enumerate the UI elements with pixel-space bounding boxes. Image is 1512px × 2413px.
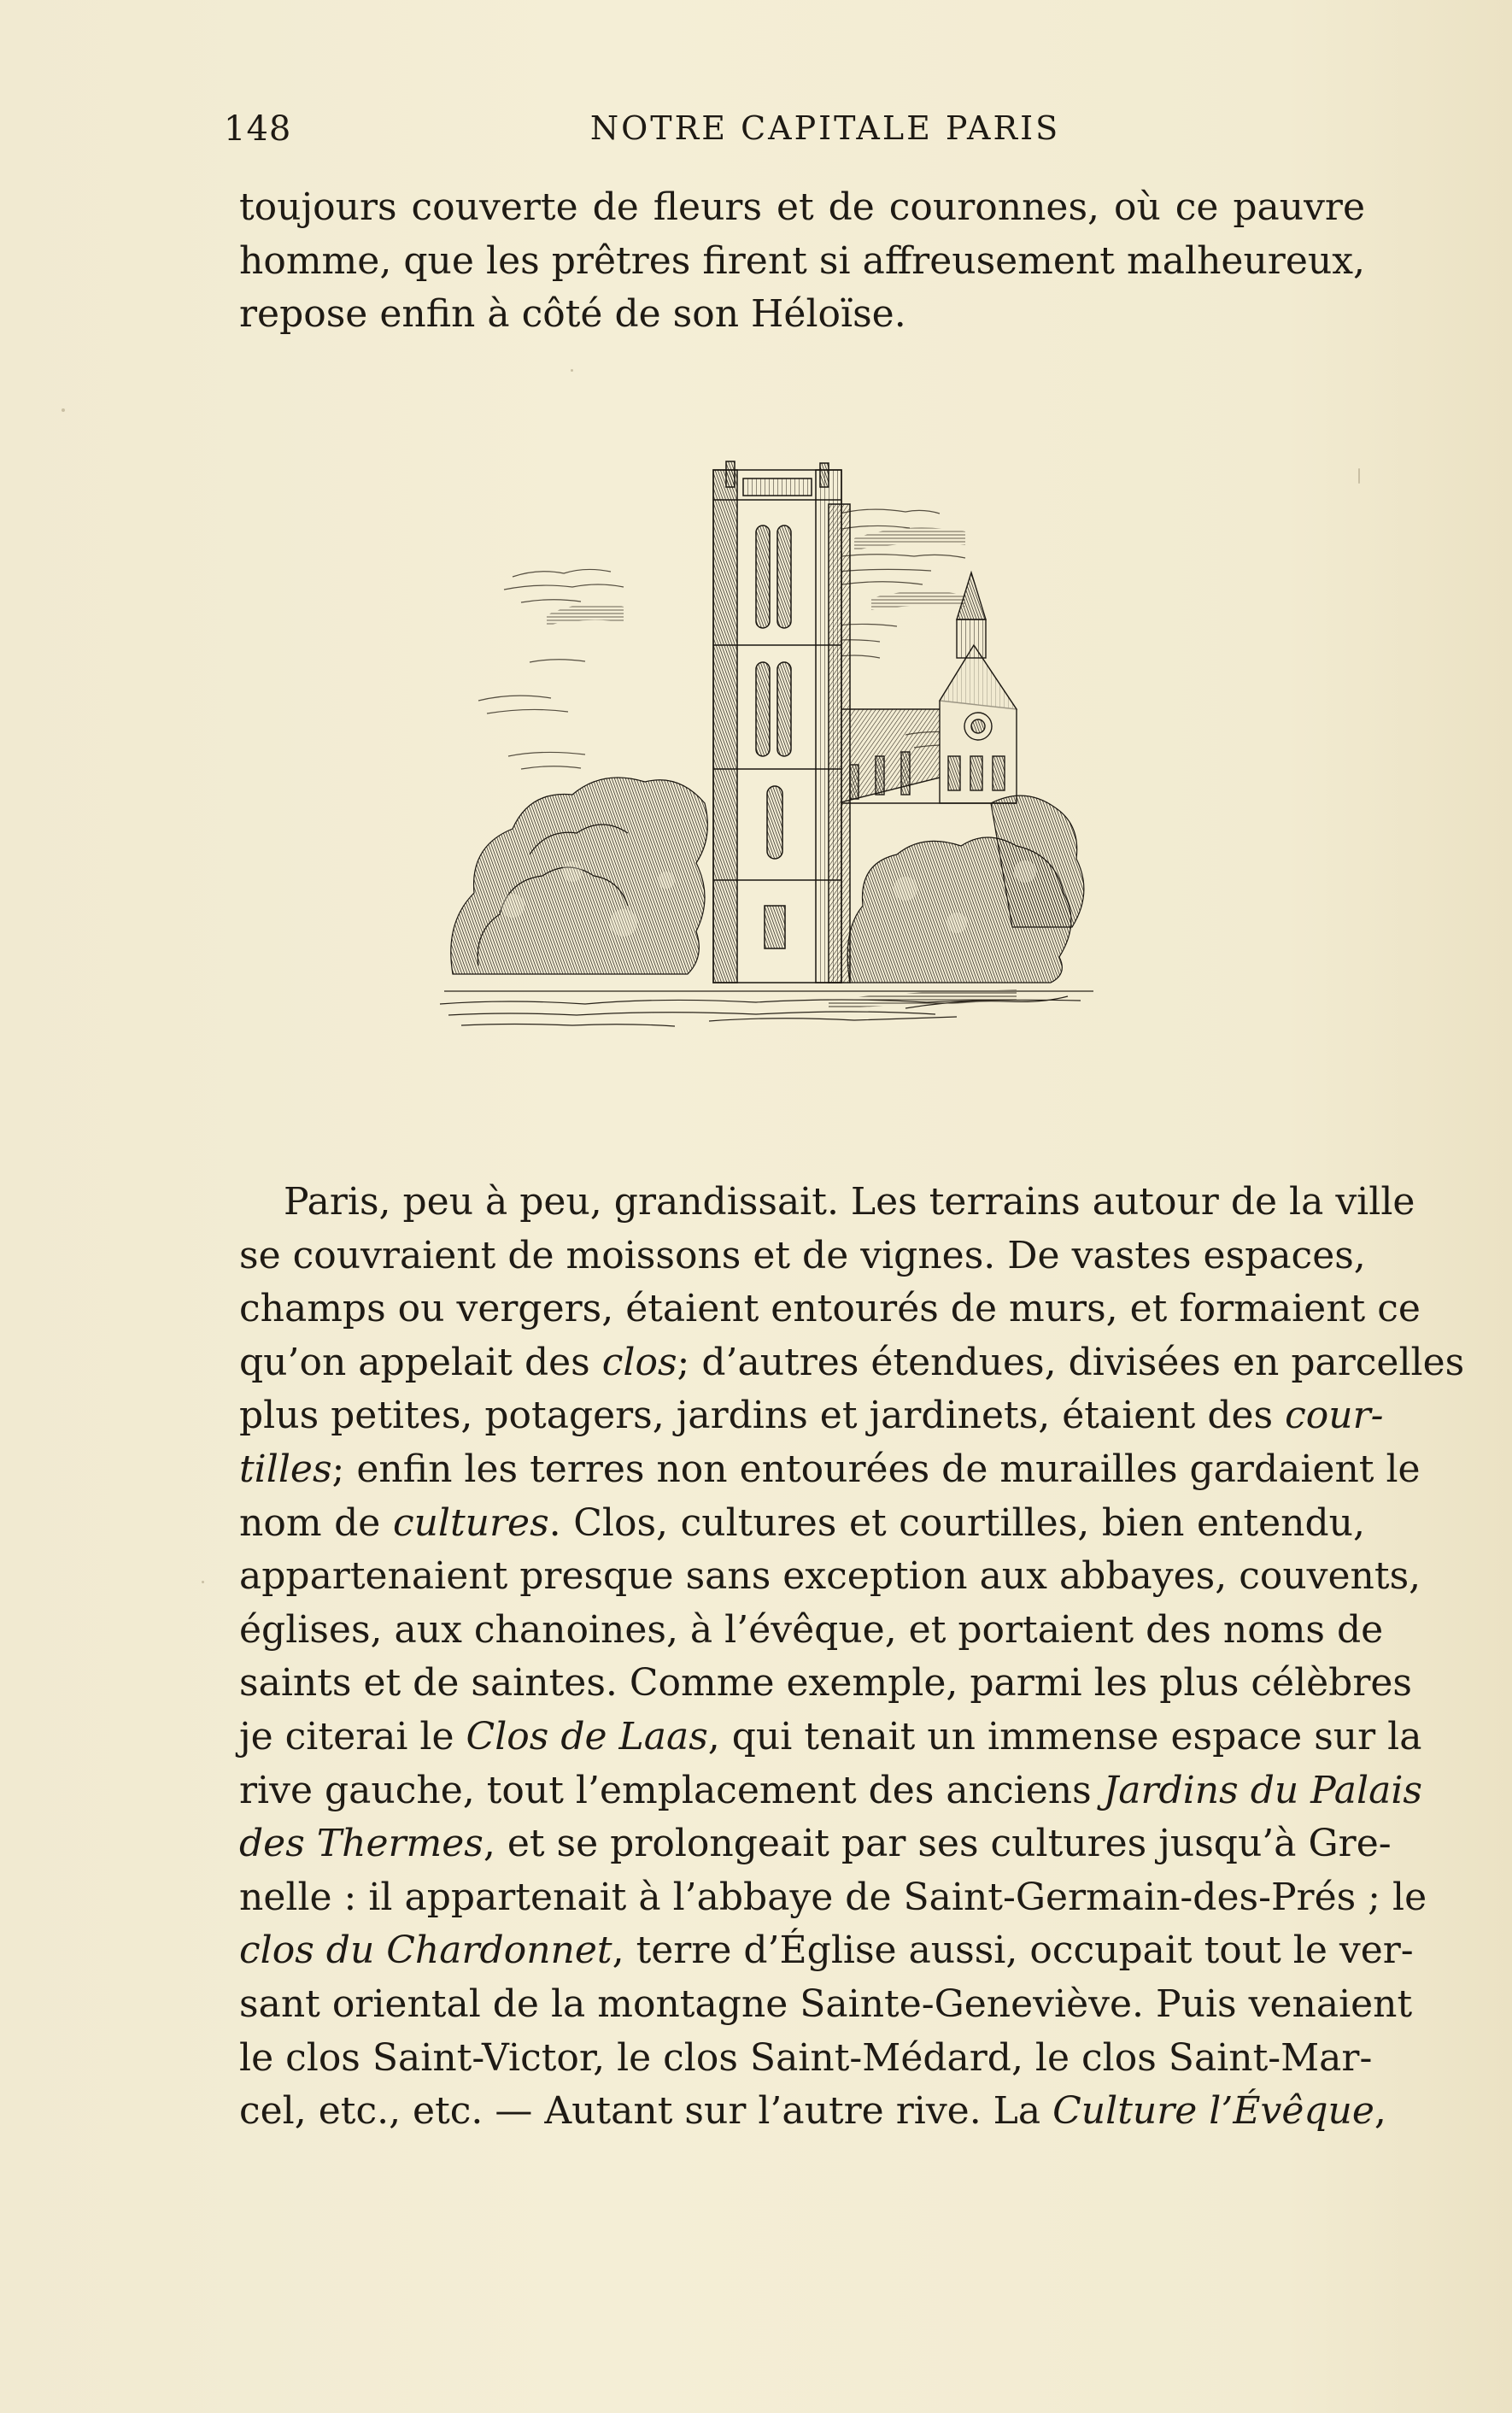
- text-line: je citerai le Clos de Laas, qui tenait un immense espace sur la: [239, 1714, 1422, 1758]
- text-line: repose enfin à côté de son Héloïse.: [239, 292, 906, 337]
- text-line: saints et de saintes. Comme exemple, parmi les plus célèbres: [239, 1661, 1413, 1706]
- text-line: clos du Chardonnet, terre d’Église aussi, occupait tout le ver-: [239, 1929, 1414, 1973]
- page-number: 148: [224, 109, 292, 149]
- paper-speck: [202, 1581, 204, 1583]
- paper-speck: [571, 369, 573, 372]
- text-line: cel, etc., etc. — Autant sur l’autre rive. La Culture l’Évêque,: [239, 2089, 1386, 2134]
- text-line: églises, aux chanoines, à l’évêque, et portaient des noms de: [239, 1607, 1384, 1652]
- italic-term: Culture l’Évêque: [1052, 2089, 1374, 2134]
- text-line: se couvraient de moissons et de vignes. De vastes espaces,: [239, 1233, 1366, 1277]
- text-line: homme, que les prêtres firent si affreusement malheureux,: [239, 238, 1365, 283]
- main-paragraph: [239, 1176, 1465, 2139]
- italic-term: cour-: [1285, 1394, 1384, 1438]
- italic-term: tilles: [239, 1447, 332, 1491]
- text-line: sant oriental de la montagne Sainte-Geneviève. Puis venaient: [239, 1981, 1413, 2026]
- running-title: NOTRE CAPITALE PARIS: [589, 109, 1061, 147]
- text-line: toujours couverte de fleurs et de couronnes, où ce pauvre: [239, 185, 1365, 229]
- italic-term: clos: [601, 1340, 677, 1384]
- text-line: nelle : il appartenait à l’abbaye de Saint-Germain-des-Prés ; le: [239, 1875, 1427, 1919]
- text-line: tilles; enfin les terres non entourées de murailles gardaient le: [239, 1447, 1421, 1491]
- page-header: [224, 109, 1375, 161]
- paper-speck: [1358, 468, 1360, 484]
- tower-engraving-illustration: [427, 444, 1111, 1060]
- text-line: le clos Saint-Victor, le clos Saint-Médard, le clos Saint-Mar-: [239, 2035, 1373, 2080]
- italic-term: cultures: [392, 1500, 549, 1545]
- italic-term: Clos de Laas: [466, 1714, 708, 1758]
- italic-term: clos du Chardonnet: [239, 1929, 612, 1973]
- italic-term: des Thermes: [239, 1822, 483, 1866]
- continued-paragraph: [239, 181, 1365, 342]
- text-line: qu’on appelait des clos; d’autres étendues, divisées en parcelles: [239, 1340, 1465, 1384]
- text-line: appartenaient presque sans exception aux abbayes, couvents,: [239, 1554, 1421, 1599]
- paper-speck: [62, 408, 65, 412]
- engraving-image: [427, 444, 1111, 1060]
- text-line: champs ou vergers, étaient entourés de murs, et formaient ce: [239, 1287, 1421, 1331]
- text-line: Paris, peu à peu, grandissait. Les terrains autour de la ville: [284, 1180, 1415, 1224]
- text-line: nom de cultures. Clos, cultures et courtilles, bien entendu,: [239, 1500, 1365, 1545]
- text-line: des Thermes, et se prolongeait par ses cultures jusqu’à Gre-: [239, 1822, 1392, 1866]
- italic-term: Jardins du Palais: [1103, 1768, 1422, 1812]
- text-line: rive gauche, tout l’emplacement des anciens Jardins du Palais: [239, 1768, 1422, 1812]
- text-line: plus petites, potagers, jardins et jardinets, étaient des cour-: [239, 1394, 1384, 1438]
